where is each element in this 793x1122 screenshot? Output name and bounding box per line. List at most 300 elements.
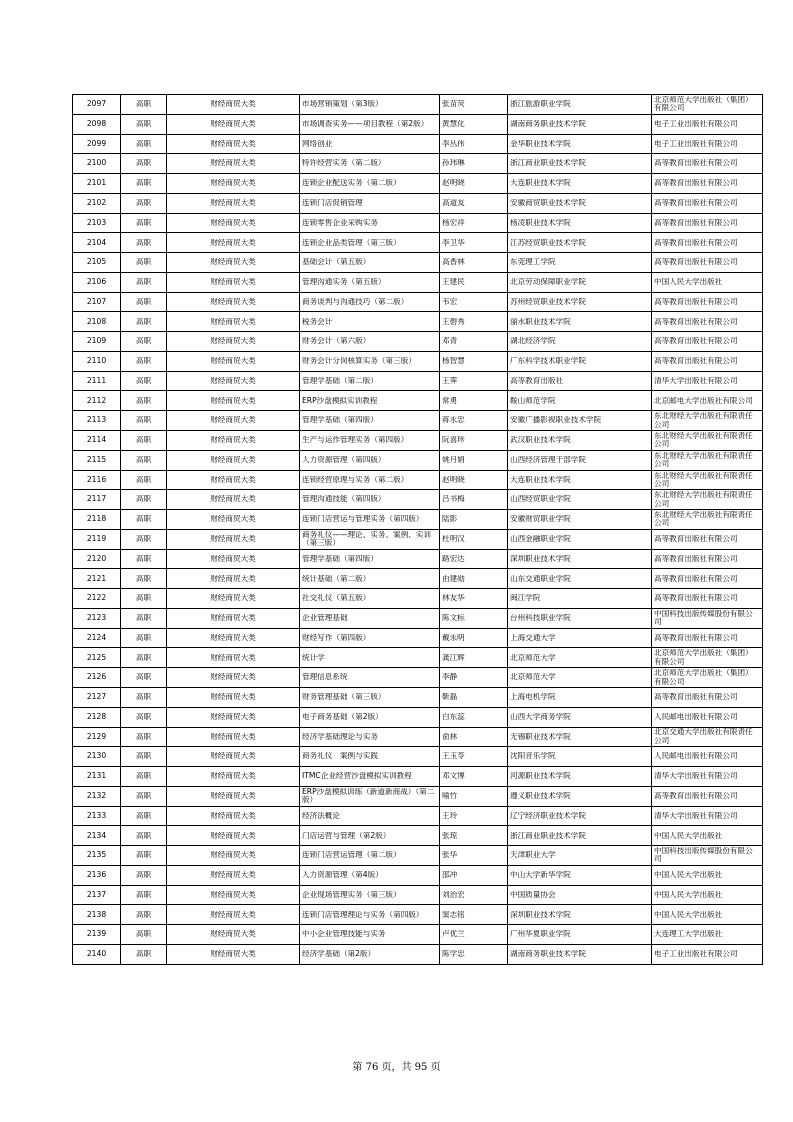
cell-textbook-title: [300, 549, 440, 569]
cell-author: [440, 529, 508, 549]
textbook-title-text: 连锁门店管理理论与实务（第四版）: [302, 910, 424, 919]
cell-author: [440, 174, 508, 194]
cell-textbook-title: [300, 233, 440, 253]
cell-row-number: [73, 470, 121, 490]
cell-author: [440, 885, 508, 905]
cell-major-category: [167, 529, 300, 549]
row-number-text: 2125: [86, 653, 107, 662]
major-category-text: 财经商贸大类: [210, 278, 256, 287]
author-text: 邓青: [442, 337, 458, 346]
institution-text: 东莞理工学院: [510, 258, 556, 267]
cell-row-number: [73, 826, 121, 846]
author-text: 张琼: [442, 831, 458, 840]
education-level-text: 高职: [135, 791, 152, 800]
cell-author: [440, 846, 508, 866]
cell-major-category: [167, 608, 300, 628]
publisher-text: 东北财经大学出版社有限责任公司: [654, 431, 753, 449]
institution-text: 深圳职业技术学院: [510, 910, 571, 919]
institution-text: 安徽商贸职业技术学院: [510, 199, 586, 207]
cell-row-number: [73, 687, 121, 707]
publisher-text: 北京师范大学出版社（集团）有限公司: [654, 669, 753, 686]
institution-text: 金华职业技术学院: [510, 139, 571, 148]
cell-institution: [508, 529, 652, 549]
textbook-title-text: 特许经营实务（第二版）: [302, 159, 386, 168]
cell-publisher: [652, 826, 763, 846]
cell-textbook-title: [300, 668, 440, 688]
education-level-text: 高职: [135, 416, 152, 425]
textbook-title-text: 连锁零售企业采购实务: [302, 218, 378, 227]
cell-major-category: [167, 846, 300, 866]
author-text: 靳磊: [442, 693, 458, 702]
table-row: [73, 351, 763, 371]
row-number-text: 2117: [86, 495, 107, 504]
major-category-text: 财经商贸大类: [210, 100, 256, 109]
cell-publisher: [652, 431, 763, 451]
education-level-text: 高职: [135, 159, 152, 168]
education-level-text: 高职: [135, 475, 152, 484]
row-number-text: 2104: [86, 238, 107, 247]
cell-publisher: [652, 371, 763, 391]
education-level-text: 高职: [135, 376, 152, 385]
cell-row-number: [73, 174, 121, 194]
publisher-text: 中国科技出版传媒股份有限公司: [654, 847, 753, 864]
major-category-text: 财经商贸大类: [210, 693, 256, 702]
cell-row-number: [73, 95, 121, 115]
cell-institution: [508, 193, 652, 213]
cell-publisher: [652, 727, 763, 747]
cell-author: [440, 95, 508, 115]
cell-row-number: [73, 727, 121, 747]
cell-textbook-title: [300, 134, 440, 154]
textbook-title-text: 经济学基础理论与实务: [302, 732, 378, 741]
education-level-text: 高职: [135, 732, 152, 741]
cell-institution: [508, 312, 652, 332]
education-level-text: 高职: [135, 673, 152, 682]
cell-row-number: [73, 589, 121, 609]
cell-author: [440, 549, 508, 569]
cell-author: [440, 727, 508, 747]
cell-major-category: [167, 806, 300, 826]
publisher-text: 高等教育出版社有限公司: [654, 337, 738, 346]
textbook-title-text: 企业管理基础: [302, 614, 348, 623]
cell-institution: [508, 905, 652, 925]
cell-textbook-title: [300, 253, 440, 273]
row-number-text: 2118: [86, 515, 107, 524]
education-level-text: 高职: [135, 890, 152, 899]
cell-author: [440, 312, 508, 332]
cell-major-category: [167, 411, 300, 431]
cell-institution: [508, 885, 652, 905]
row-number-text: 2135: [86, 851, 107, 860]
institution-text: 鞍山师范学院: [510, 396, 556, 405]
major-category-text: 财经商贸大类: [210, 712, 256, 721]
cell-textbook-title: [300, 905, 440, 925]
cell-author: [440, 154, 508, 174]
cell-author: [440, 470, 508, 490]
cell-publisher: [652, 193, 763, 213]
author-text: 蒋永忠: [442, 416, 465, 425]
cell-textbook-title: [300, 510, 440, 530]
cell-author: [440, 806, 508, 826]
publisher-text: 高等教育出版社有限公司: [654, 535, 738, 544]
cell-education-level: [121, 510, 167, 530]
cell-institution: [508, 727, 652, 747]
major-category-text: 财经商贸大类: [210, 594, 256, 603]
author-text: 吕书梅: [442, 495, 465, 504]
cell-row-number: [73, 371, 121, 391]
author-text: 姚月娟: [442, 455, 465, 464]
major-category-text: 财经商贸大类: [210, 633, 256, 642]
table-row: [73, 431, 763, 451]
author-text: 卢优兰: [442, 930, 465, 939]
major-category-text: 财经商贸大类: [210, 317, 256, 326]
cell-publisher: [652, 569, 763, 589]
author-text: 陈文标: [442, 614, 465, 623]
row-number-text: 2139: [86, 930, 107, 939]
education-level-text: 高职: [135, 910, 152, 919]
cell-publisher: [652, 747, 763, 767]
institution-text: 闽江学院: [510, 594, 541, 603]
table-row: [73, 450, 763, 470]
institution-text: 安徽财贸职业学院: [510, 515, 571, 524]
textbook-title-text: 商务谈判与沟通技巧（第二版）: [302, 297, 409, 306]
cell-education-level: [121, 450, 167, 470]
cell-textbook-title: [300, 608, 440, 628]
cell-publisher: [652, 292, 763, 312]
cell-row-number: [73, 332, 121, 352]
author-text: 高道友: [442, 199, 465, 207]
cell-author: [440, 944, 508, 964]
cell-author: [440, 114, 508, 134]
author-text: 孙玮琳: [442, 159, 465, 168]
institution-text: 大连职业技术学院: [510, 179, 571, 188]
textbook-title-text: 市场营销策划（第3版）: [302, 100, 383, 109]
textbook-title-text: 市场调查实务——项目教程（第2版）: [302, 119, 429, 128]
cell-publisher: [652, 312, 763, 332]
table-row: [73, 747, 763, 767]
cell-major-category: [167, 371, 300, 391]
cell-institution: [508, 95, 652, 115]
cell-education-level: [121, 549, 167, 569]
table-row: [73, 668, 763, 688]
cell-author: [440, 925, 508, 945]
cell-institution: [508, 707, 652, 727]
row-number-text: 2103: [86, 218, 107, 227]
cell-institution: [508, 431, 652, 451]
cell-education-level: [121, 865, 167, 885]
cell-institution: [508, 925, 652, 945]
cell-textbook-title: [300, 174, 440, 194]
table-body: [73, 95, 763, 965]
cell-textbook-title: [300, 589, 440, 609]
author-text: 陈学忠: [442, 950, 465, 959]
cell-institution: [508, 806, 652, 826]
textbook-title-text: 生产与运作管理实务（第四版）: [302, 436, 409, 445]
cell-row-number: [73, 905, 121, 925]
row-number-text: 2130: [86, 752, 107, 761]
textbook-title-text: 财务会计（第六版）: [302, 337, 371, 346]
major-category-text: 财经商贸大类: [210, 653, 256, 662]
row-number-text: 2134: [86, 831, 107, 840]
cell-publisher: [652, 944, 763, 964]
major-category-text: 财经商贸大类: [210, 495, 256, 504]
cell-institution: [508, 233, 652, 253]
institution-text: 河源职业技术学院: [510, 772, 571, 781]
cell-textbook-title: [300, 490, 440, 510]
institution-text: 山西经济管理干部学院: [510, 455, 586, 464]
institution-text: 北京师范大学: [510, 673, 556, 682]
table-row: [73, 608, 763, 628]
education-level-text: 高职: [135, 396, 152, 405]
major-category-text: 财经商贸大类: [210, 535, 256, 544]
major-category-text: 财经商贸大类: [210, 337, 256, 346]
cell-publisher: [652, 272, 763, 292]
textbook-title-text: 门店运营与管理（第2版）: [302, 831, 391, 840]
table-row: [73, 174, 763, 194]
cell-institution: [508, 253, 652, 273]
row-number-text: 2101: [86, 179, 107, 188]
table-row: [73, 905, 763, 925]
cell-institution: [508, 174, 652, 194]
row-number-text: 2137: [86, 890, 107, 899]
cell-major-category: [167, 786, 300, 806]
education-level-text: 高职: [135, 535, 152, 544]
education-level-text: 高职: [135, 357, 152, 366]
textbook-title-text: 基础会计（第五版）: [302, 258, 371, 267]
institution-text: 安徽广播影视职业技术学院: [510, 416, 602, 425]
cell-row-number: [73, 628, 121, 648]
education-level-text: 高职: [135, 930, 152, 939]
cell-major-category: [167, 154, 300, 174]
cell-institution: [508, 747, 652, 767]
major-category-text: 财经商贸大类: [210, 772, 256, 781]
publisher-text: 高等教育出版社有限公司: [654, 554, 738, 563]
cell-institution: [508, 608, 652, 628]
cell-major-category: [167, 826, 300, 846]
education-level-text: 高职: [135, 515, 152, 524]
publisher-text: 人民邮电出版社有限公司: [654, 712, 738, 721]
publisher-text: 中国科技出版传媒股份有限公司: [654, 609, 753, 627]
institution-text: 中国质量协会: [510, 890, 556, 899]
textbook-title-text: 统计学: [302, 653, 325, 662]
cell-textbook-title: [300, 707, 440, 727]
education-level-text: 高职: [135, 337, 152, 346]
publisher-text: 高等教育出版社有限公司: [654, 693, 738, 702]
cell-education-level: [121, 272, 167, 292]
cell-education-level: [121, 114, 167, 134]
row-number-text: 2098: [86, 119, 107, 128]
cell-author: [440, 668, 508, 688]
cell-education-level: [121, 707, 167, 727]
table-row: [73, 707, 763, 727]
cell-major-category: [167, 628, 300, 648]
education-level-text: 高职: [135, 119, 152, 128]
major-category-text: 财经商贸大类: [210, 791, 256, 800]
cell-publisher: [652, 786, 763, 806]
cell-textbook-title: [300, 925, 440, 945]
row-number-text: 2133: [86, 811, 107, 820]
cell-author: [440, 272, 508, 292]
publisher-text: 中国人民大学出版社: [654, 890, 723, 899]
cell-textbook-title: [300, 371, 440, 391]
publisher-text: 北京交通大学出版社有限责任公司: [654, 728, 753, 745]
table-row: [73, 213, 763, 233]
publisher-text: 高等教育出版社有限公司: [654, 791, 738, 800]
major-category-text: 财经商贸大类: [210, 910, 256, 919]
cell-institution: [508, 490, 652, 510]
publisher-text: 中国人民大学出版社: [654, 910, 723, 919]
author-text: 李卫华: [442, 238, 465, 247]
textbook-title-text: 财经写作（第四版）: [302, 633, 371, 642]
major-category-text: 财经商贸大类: [210, 436, 256, 445]
table-row: [73, 391, 763, 411]
education-level-text: 高职: [135, 653, 152, 662]
textbook-title-text: 管理学基础（第四版）: [302, 416, 378, 425]
publisher-text: 东北财经大学出版社有限责任公司: [654, 412, 753, 429]
author-text: 赵明晓: [442, 475, 465, 484]
row-number-text: 2099: [86, 139, 107, 148]
table-row: [73, 292, 763, 312]
cell-row-number: [73, 786, 121, 806]
row-number-text: 2132: [86, 791, 107, 800]
cell-row-number: [73, 233, 121, 253]
author-text: 赵明晓: [442, 179, 465, 188]
cell-textbook-title: [300, 846, 440, 866]
cell-textbook-title: [300, 391, 440, 411]
textbook-title-text: 连锁企业配送实务（第二版）: [302, 179, 401, 188]
row-number-text: 2120: [86, 554, 107, 563]
education-level-text: 高职: [135, 436, 152, 445]
cell-major-category: [167, 332, 300, 352]
table-row: [73, 549, 763, 569]
cell-author: [440, 332, 508, 352]
major-category-text: 财经商贸大类: [210, 752, 256, 761]
author-text: 白东蕊: [442, 712, 465, 721]
major-category-text: 财经商贸大类: [210, 673, 256, 682]
cell-major-category: [167, 668, 300, 688]
publisher-text: 高等教育出版社有限公司: [654, 574, 738, 583]
institution-text: 大连职业技术学院: [510, 475, 571, 484]
row-number-text: 2109: [86, 337, 107, 346]
cell-publisher: [652, 707, 763, 727]
table-row: [73, 312, 763, 332]
cell-education-level: [121, 174, 167, 194]
cell-major-category: [167, 905, 300, 925]
textbook-title-text: 财务会计分岗核算实务（第三版）: [302, 357, 416, 366]
cell-row-number: [73, 351, 121, 371]
row-number-text: 2122: [86, 594, 107, 603]
institution-text: 北京劳动保障职业学院: [510, 278, 586, 287]
education-level-text: 高职: [135, 218, 152, 227]
cell-publisher: [652, 865, 763, 885]
institution-text: 山西经贸职业学院: [510, 495, 571, 504]
publisher-text: 清华大学出版社有限公司: [654, 376, 738, 385]
cell-row-number: [73, 668, 121, 688]
cell-author: [440, 767, 508, 787]
row-number-text: 2124: [86, 633, 107, 642]
cell-textbook-title: [300, 351, 440, 371]
cell-author: [440, 431, 508, 451]
publisher-text: 高等教育出版社有限公司: [654, 238, 738, 247]
cell-major-category: [167, 450, 300, 470]
institution-text: 广东科学技术职业学院: [510, 357, 586, 366]
table-row: [73, 865, 763, 885]
major-category-text: 财经商贸大类: [210, 416, 256, 425]
row-number-text: 2138: [86, 910, 107, 919]
cell-row-number: [73, 608, 121, 628]
institution-text: 浙江商业职业技术学院: [510, 831, 586, 840]
cell-row-number: [73, 846, 121, 866]
cell-row-number: [73, 707, 121, 727]
table-row: [73, 826, 763, 846]
cell-institution: [508, 213, 652, 233]
institution-text: 浙江旅游职业学院: [510, 100, 571, 109]
author-text: 高香林: [442, 258, 465, 267]
table-row: [73, 727, 763, 747]
table-row: [73, 806, 763, 826]
table-row: [73, 846, 763, 866]
cell-textbook-title: [300, 767, 440, 787]
institution-text: 山东交通职业学院: [510, 574, 571, 583]
cell-textbook-title: [300, 727, 440, 747]
textbook-title-text: 管理沟通技能（第四版）: [302, 495, 386, 504]
publisher-text: 高等教育出版社有限公司: [654, 317, 738, 326]
major-category-text: 财经商贸大类: [210, 930, 256, 939]
cell-textbook-title: [300, 470, 440, 490]
major-category-text: 财经商贸大类: [210, 554, 256, 563]
cell-author: [440, 450, 508, 470]
major-category-text: 财经商贸大类: [210, 139, 256, 148]
cell-publisher: [652, 351, 763, 371]
author-text: 戴永明: [442, 633, 465, 642]
institution-text: 山西大学商务学院: [510, 712, 571, 721]
cell-institution: [508, 470, 652, 490]
publisher-text: 东北财经大学出版社有限责任公司: [654, 451, 753, 469]
author-text: 由建勋: [442, 574, 465, 583]
cell-major-category: [167, 747, 300, 767]
education-level-text: 高职: [135, 712, 152, 721]
cell-major-category: [167, 707, 300, 727]
cell-publisher: [652, 213, 763, 233]
cell-author: [440, 865, 508, 885]
cell-major-category: [167, 292, 300, 312]
row-number-text: 2108: [86, 317, 107, 326]
education-level-text: 高职: [135, 871, 152, 880]
author-text: 李静: [442, 673, 458, 682]
cell-row-number: [73, 925, 121, 945]
education-level-text: 高职: [135, 633, 152, 642]
table-row: [73, 925, 763, 945]
cell-education-level: [121, 332, 167, 352]
textbook-title-text: 管理学基础（第二版）: [302, 376, 378, 385]
cell-institution: [508, 767, 652, 787]
cell-row-number: [73, 885, 121, 905]
author-text: 韦宏: [442, 297, 458, 306]
cell-publisher: [652, 925, 763, 945]
publisher-text: 高等教育出版社有限公司: [654, 633, 738, 642]
cell-author: [440, 569, 508, 589]
cell-textbook-title: [300, 628, 440, 648]
publisher-text: 高等教育出版社有限公司: [654, 357, 738, 366]
education-level-text: 高职: [135, 238, 152, 247]
cell-row-number: [73, 134, 121, 154]
cell-institution: [508, 292, 652, 312]
table-row: [73, 885, 763, 905]
publisher-text: 东北财经大学出版社有限责任公司: [654, 491, 753, 508]
cell-education-level: [121, 668, 167, 688]
cell-author: [440, 411, 508, 431]
institution-text: 沈阳音乐学院: [510, 752, 556, 761]
